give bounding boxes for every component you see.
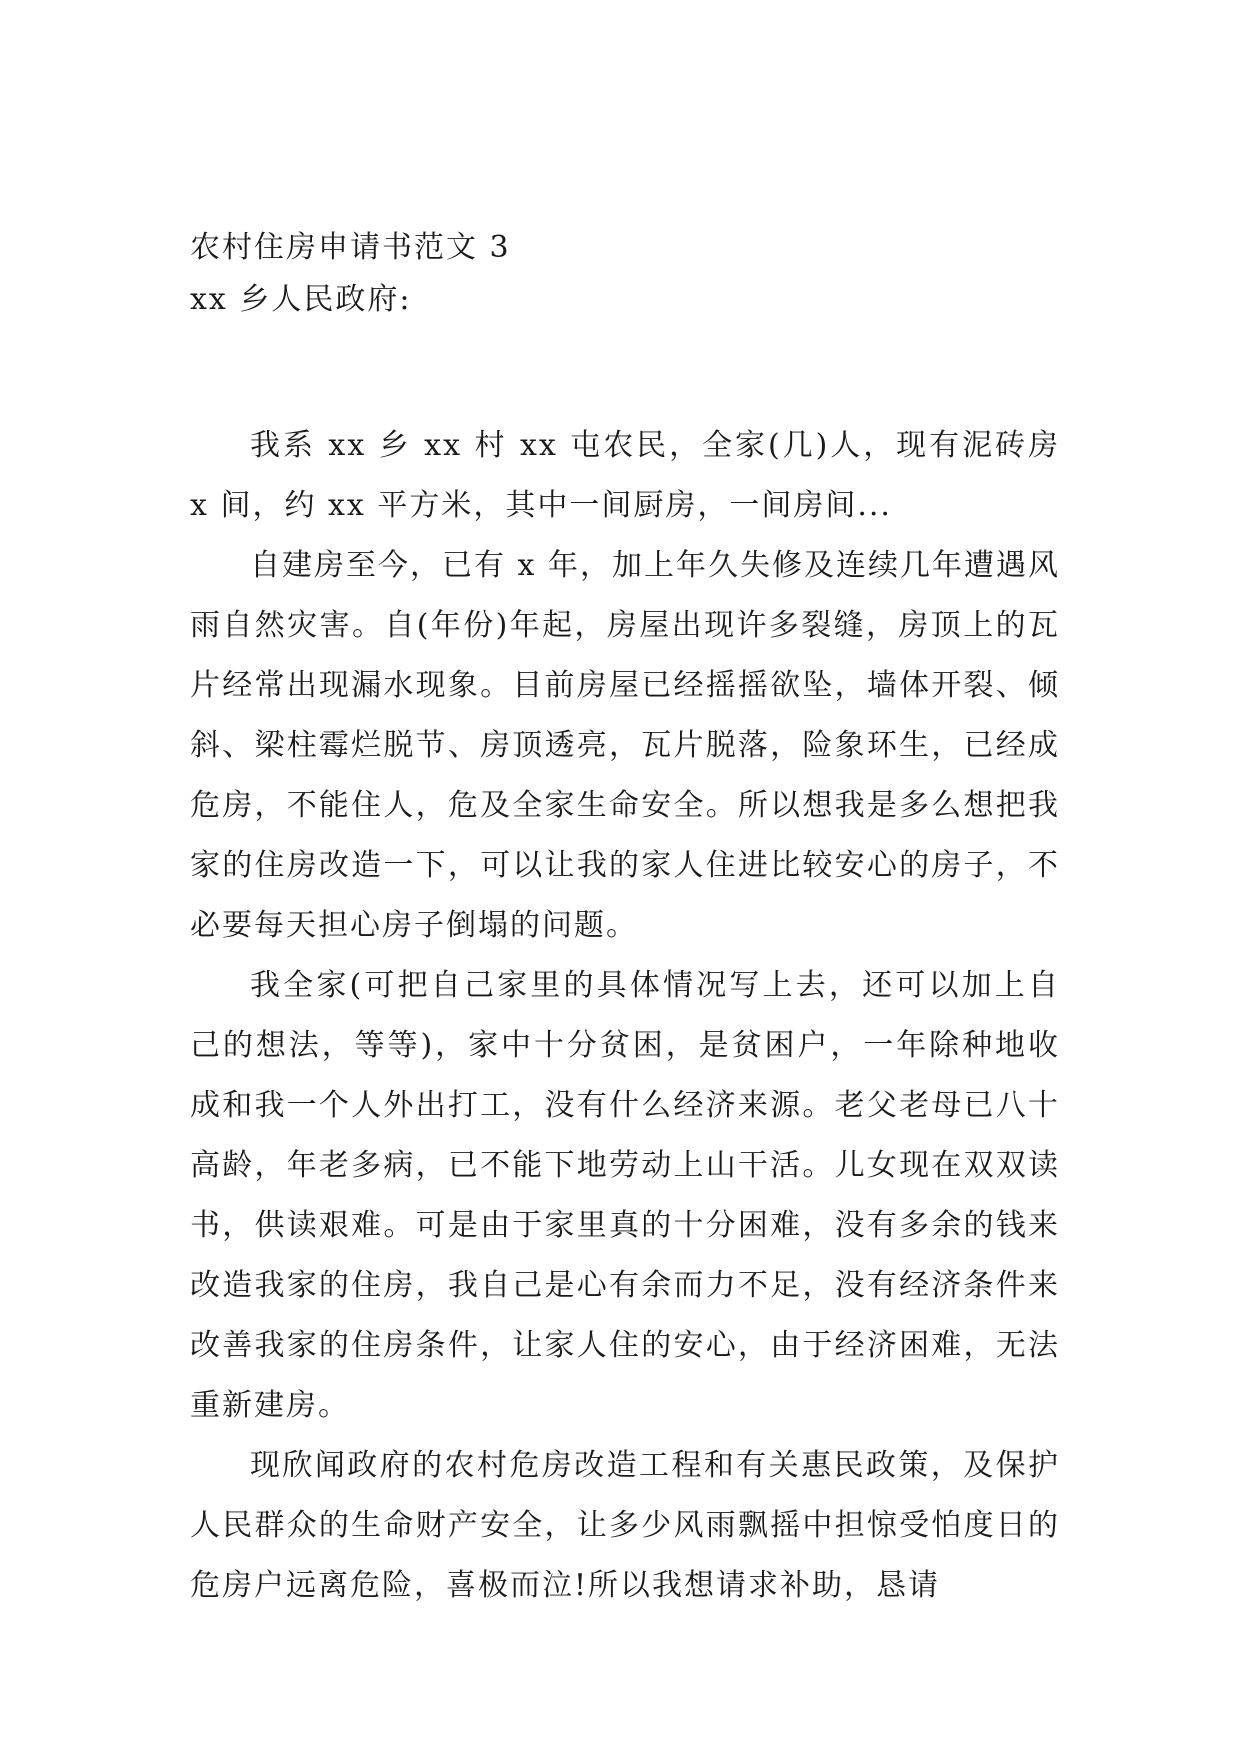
salutation: xx 乡人民政府: — [190, 282, 412, 317]
document-title: 农村住房申请书范文 3 — [190, 230, 511, 265]
paragraph-2: 自建房至今，已有 x 年，加上年久失修及连续几年遭遇风雨自然灾害。自(年份)年起，房屋出现许多裂缝，房顶上的瓦片经常出现漏水现象。目前房屋已经摇摇欲坠，墙体开裂、倾斜、梁柱霉烂脱节、房顶透亮，瓦片脱落，险象环生，已经成危房，不能住人，危及全家生命安全。所以想我是多么想把我家的住房改造一下，可以让我的家人住进比较安心的房子，不必要每天担心房子倒塌的问题。 — [190, 548, 1060, 943]
blank-line — [190, 326, 1060, 416]
document-body — [190, 222, 1060, 1616]
paragraph-4: 现欣闻政府的农村危房改造工程和有关惠民政策，及保护人民群众的生命财产安全，让多少风雨飘摇中担惊受怕度日的危房户远离危险，喜极而泣!所以我想请求补助，恳请 — [190, 1448, 1060, 1603]
paragraph-1: 我系 xx 乡 xx 村 xx 屯农民，全家(几)人，现有泥砖房 x 间，约 xx 平方米，其中一间厨房，一间房间... — [190, 428, 1060, 523]
paragraph-3: 我全家(可把自己家里的具体情况写上去，还可以加上自己的想法，等等)，家中十分贫困，是贫困户，一年除种地收成和我一个人外出打工，没有什么经济来源。老父老母已八十高龄，年老多病，已不能下地劳动上山干活。儿女现在双双读书，供读艰难。可是由于家里真的十分困难，没有多余的钱来改造我家的住房，我自己是心有余而力不足，没有经济条件来改善我家的住房条件，让家人住的安心，由于经济困难，无法重新建房。 — [190, 968, 1060, 1423]
